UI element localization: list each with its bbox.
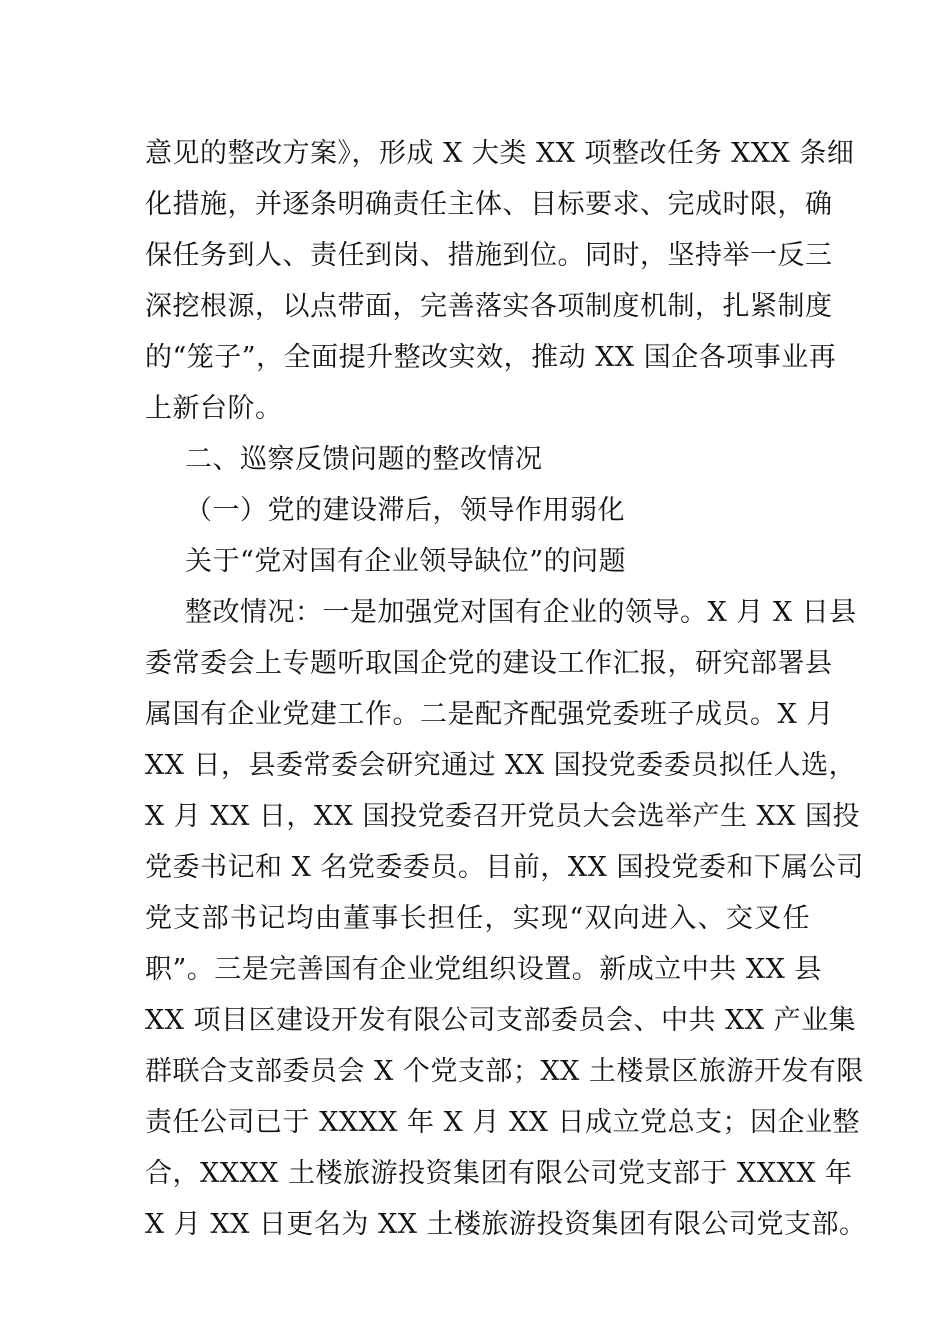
text-line: X 月 XX 日更名为 XX 土楼旅游投资集团有限公司党支部。 [145, 1209, 867, 1240]
paragraph-rectification-plan [145, 128, 855, 434]
text-line: 党委书记和 X 名党委委员。目前，XX 国投党委和下属公司 [145, 852, 864, 883]
subsection-heading: （一）党的建设滞后，领导作用弱化 [185, 495, 625, 526]
issue-title: 关于“党对国有企业领导缺位”的问题 [185, 546, 627, 577]
section-heading: 二、巡察反馈问题的整改情况 [185, 444, 543, 475]
paragraph-rectification-status [145, 587, 867, 1250]
text-line: 上新台阶。 [145, 393, 283, 424]
text-line: 整改情况：一是加强党对国有企业的领导。X 月 X 日县 [185, 597, 857, 628]
text-line: XX 日，县委常委会研究通过 XX 国投党委委员拟任人选， [145, 750, 857, 781]
text-line: 职”。三是完善国有企业党组织设置。新成立中共 XX 县 [145, 954, 822, 985]
text-line: 意见的整改方案》，形成 X 大类 XX 项整改任务 XXX 条细 [145, 138, 855, 169]
text-line: 化措施，并逐条明确责任主体、目标要求、完成时限，确 [145, 189, 833, 220]
text-line: 属国有企业党建工作。二是配齐配强党委班子成员。X 月 [145, 699, 834, 730]
text-line: XX 项目区建设开发有限公司支部委员会、中共 XX 产业集 [145, 1005, 857, 1036]
text-line: 群联合支部委员会 X 个党支部；XX 土楼景区旅游开发有限 [145, 1056, 864, 1087]
text-line: 党支部书记均由董事长担任，实现“双向进入、交叉任 [145, 903, 810, 934]
text-line: 责任公司已于 XXXX 年 X 月 XX 日成立党总支；因企业整 [145, 1107, 861, 1138]
text-line: 深挖根源，以点带面，完善落实各项制度机制，扎紧制度 [145, 291, 833, 322]
text-line: 保任务到人、责任到岗、措施到位。同时，坚持举一反三 [145, 240, 833, 271]
text-line: X 月 XX 日，XX 国投党委召开党员大会选举产生 XX 国投 [145, 801, 861, 832]
text-line: 委常委会上专题听取国企党的建设工作汇报，研究部署县 [145, 648, 833, 679]
text-line: 合，XXXX 土楼旅游投资集团有限公司党支部于 XXXX 年 [145, 1158, 853, 1189]
text-line: 的“笼子”，全面提升整改实效，推动 XX 国企各项事业再 [145, 342, 837, 373]
